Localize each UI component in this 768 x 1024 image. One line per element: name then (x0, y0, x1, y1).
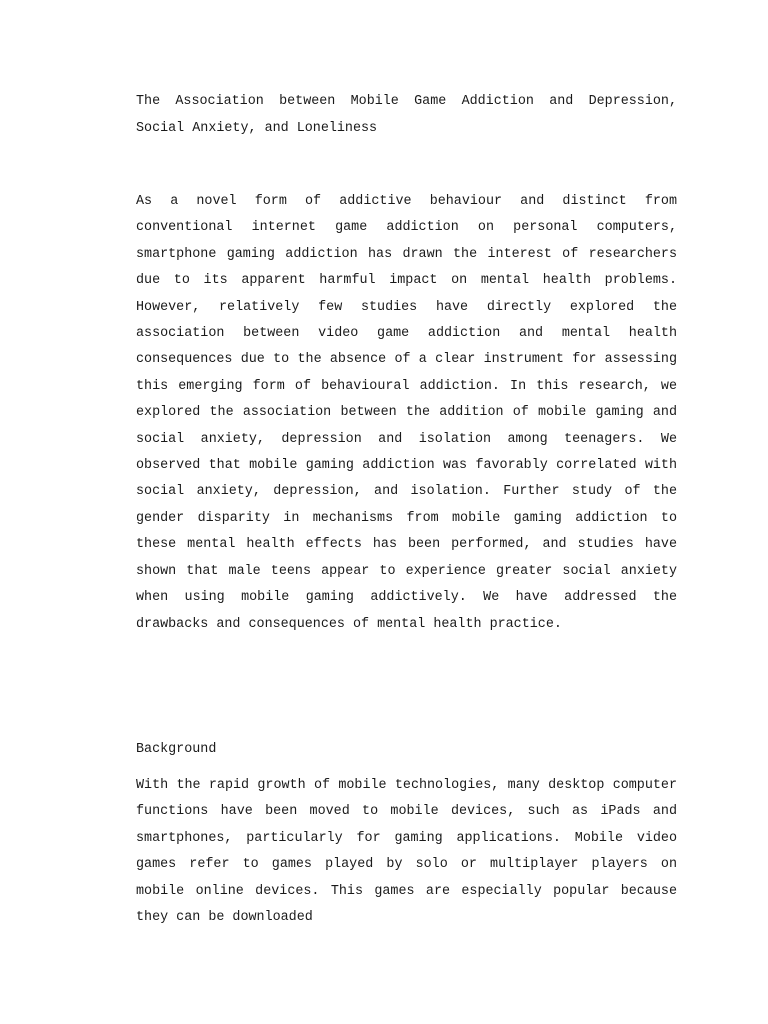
section-paragraph: With the rapid growth of mobile technologies, many desktop computer functions have been moved to mobile devices, such as iPads and smartphones, particularly for gaming applications. Mobile video games refer to games played by solo or multiplayer players on mobile online devices. This games are especially popular because they can be downloaded (136, 778, 677, 926)
document-title: The Association between Mobile Game Addiction and Depression, Social Anxiety, and Loneliness (136, 94, 677, 136)
abstract-paragraph: As a novel form of addictive behaviour and distinct from conventional internet game addiction on personal computers, smartphone gaming addiction has drawn the interest of researchers due to its apparent harmful impact on mental health problems. However, relatively few studies have directly explored the association between video game addiction and mental health consequences due to the absence of a clear instrument for assessing this emerging form of behavioural addiction. In this research, we explored the association between the addition of mobile gaming and social anxiety, depression and isolation among teenagers. We observed that mobile gaming addiction was favorably correlated with social anxiety, depression, and isolation. Further study of the gender disparity in mechanisms from mobile gaming addiction to these mental health effects has been performed, and studies have shown that male teens appear to experience greater social anxiety when using mobile gaming addictively. We have addressed the drawbacks and consequences of mental health practice. (136, 194, 677, 632)
section-heading: Background (136, 742, 217, 757)
